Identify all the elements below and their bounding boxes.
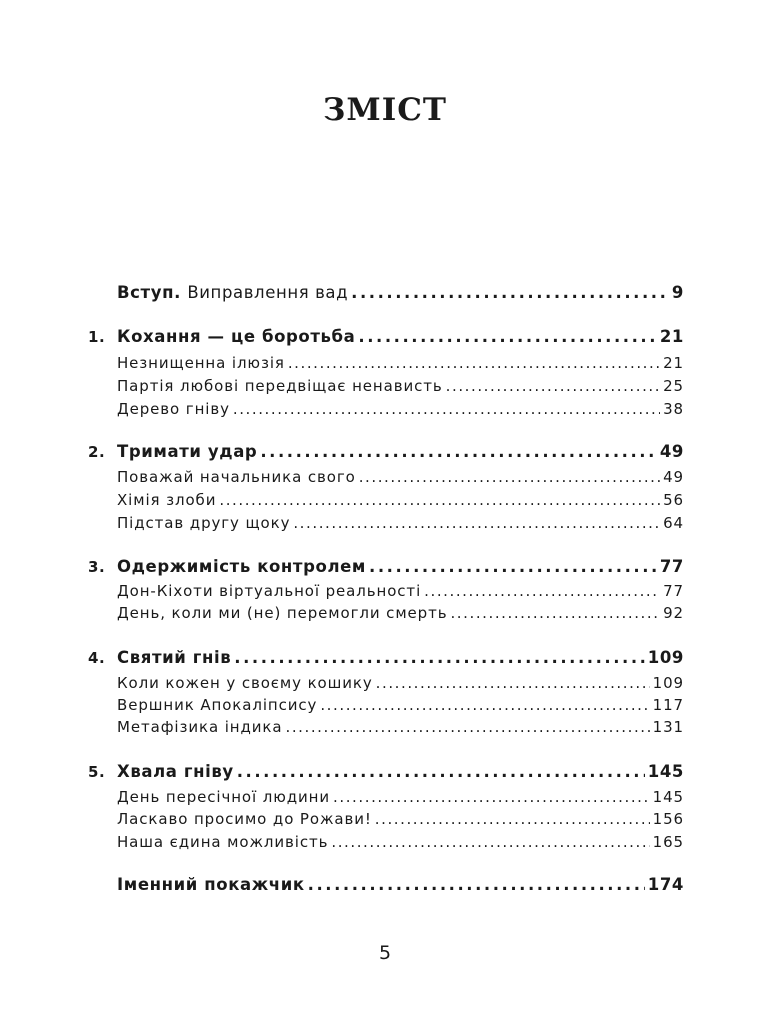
- dot-leader: [369, 557, 657, 576]
- chapter-number: 2.: [88, 443, 106, 461]
- section-title: Партія любові передвіщає ненависть: [117, 377, 443, 395]
- page-ref: 21: [659, 327, 684, 346]
- dot-leader: [260, 442, 656, 461]
- intro-title: Виправлення вад: [187, 283, 349, 302]
- section-title: Метафізика індика: [117, 718, 283, 736]
- dot-leader: [359, 468, 660, 486]
- page-ref: 92: [663, 604, 684, 622]
- dot-leader: [285, 718, 649, 736]
- toc-section: [88, 377, 684, 395]
- dot-leader: [293, 514, 660, 532]
- page-ref: 109: [652, 674, 684, 692]
- section-title: Дон-Кіхоти віртуальної реальності: [117, 582, 422, 600]
- page-ref: 145: [647, 762, 684, 781]
- dot-leader: [351, 283, 669, 302]
- dot-leader: [333, 788, 650, 806]
- toc-section: [88, 833, 684, 851]
- section-title: Незнищенна ілюзія: [117, 354, 285, 372]
- dot-leader: [358, 327, 656, 346]
- section-title: День, коли ми (не) перемогли смерть: [117, 604, 448, 622]
- page-ref: 64: [663, 514, 684, 532]
- dot-leader: [375, 810, 650, 828]
- dot-leader: [331, 833, 649, 851]
- page-ref: 38: [663, 400, 684, 418]
- toc-chapter: [88, 442, 684, 461]
- toc-section: [88, 604, 684, 622]
- toc-section: [88, 810, 684, 828]
- section-title: Ласкаво просимо до Рожави!: [117, 810, 372, 828]
- chapter-number: 4.: [88, 649, 106, 667]
- section-title: Наша єдина можливість: [117, 833, 329, 851]
- dot-leader: [308, 875, 645, 894]
- section-title: Дерево гніву: [117, 400, 230, 418]
- chapter-number: 1.: [88, 328, 106, 346]
- toc-entry-intro: [117, 283, 684, 302]
- chapter-title: Святий гнів: [117, 648, 232, 667]
- section-title: Підстав другу щоку: [117, 514, 291, 532]
- toc-chapter: [88, 762, 684, 781]
- dot-leader: [234, 648, 644, 667]
- section-title: Вершник Апокаліпсису: [117, 696, 318, 714]
- dot-leader: [446, 377, 660, 395]
- section-title: Хімія злоби: [117, 491, 217, 509]
- section-title: Поважай начальника свого: [117, 468, 356, 486]
- toc-section: [88, 718, 684, 736]
- page-ref: 77: [663, 582, 684, 600]
- chapter-title: Тримати удар: [117, 442, 258, 461]
- page-ref: 117: [652, 696, 684, 714]
- page-ref: 21: [663, 354, 684, 372]
- page-ref: 109: [647, 648, 684, 667]
- page-ref: 56: [663, 491, 684, 509]
- dot-leader: [233, 400, 660, 418]
- index-title: Іменний покажчик: [117, 875, 305, 894]
- page-ref: 145: [652, 788, 684, 806]
- page-ref: 156: [652, 810, 684, 828]
- toc-section: [88, 582, 684, 600]
- page-ref: 49: [663, 468, 684, 486]
- page-ref: 49: [659, 442, 684, 461]
- page-ref: 9: [671, 283, 684, 302]
- chapter-number: 5.: [88, 763, 106, 781]
- toc-chapter: [88, 327, 684, 346]
- section-title: День пересічної людини: [117, 788, 331, 806]
- chapter-title: Одержимість контролем: [117, 557, 367, 576]
- dot-leader: [219, 491, 660, 509]
- dot-leader: [376, 674, 650, 692]
- toc-section: [88, 696, 684, 714]
- toc-section: [88, 674, 684, 692]
- intro-label: Вступ.: [117, 283, 181, 302]
- toc-section: [88, 514, 684, 532]
- toc-chapter: [88, 557, 684, 576]
- page-title: ЗМІСТ: [323, 92, 447, 128]
- toc-section: [88, 400, 684, 418]
- toc-section: [88, 468, 684, 486]
- toc-section: [88, 788, 684, 806]
- toc-chapter: [88, 648, 684, 667]
- chapter-title: Кохання — це боротьба: [117, 327, 356, 346]
- dot-leader: [320, 696, 649, 714]
- dot-leader: [237, 762, 645, 781]
- page-ref: 25: [663, 377, 684, 395]
- dot-leader: [424, 582, 660, 600]
- chapter-number: 3.: [88, 558, 106, 576]
- page-ref: 77: [659, 557, 684, 576]
- chapter-title: Хвала гніву: [117, 762, 234, 781]
- toc-section: [88, 354, 684, 372]
- page-ref: 174: [647, 875, 684, 894]
- section-title: Коли кожен у своєму кошику: [117, 674, 373, 692]
- page-number: 5: [378, 942, 392, 964]
- page-ref: 131: [652, 718, 684, 736]
- page-ref: 165: [652, 833, 684, 851]
- toc-section: [88, 491, 684, 509]
- dot-leader: [450, 604, 660, 622]
- toc-entry-index: [117, 875, 684, 894]
- dot-leader: [288, 354, 660, 372]
